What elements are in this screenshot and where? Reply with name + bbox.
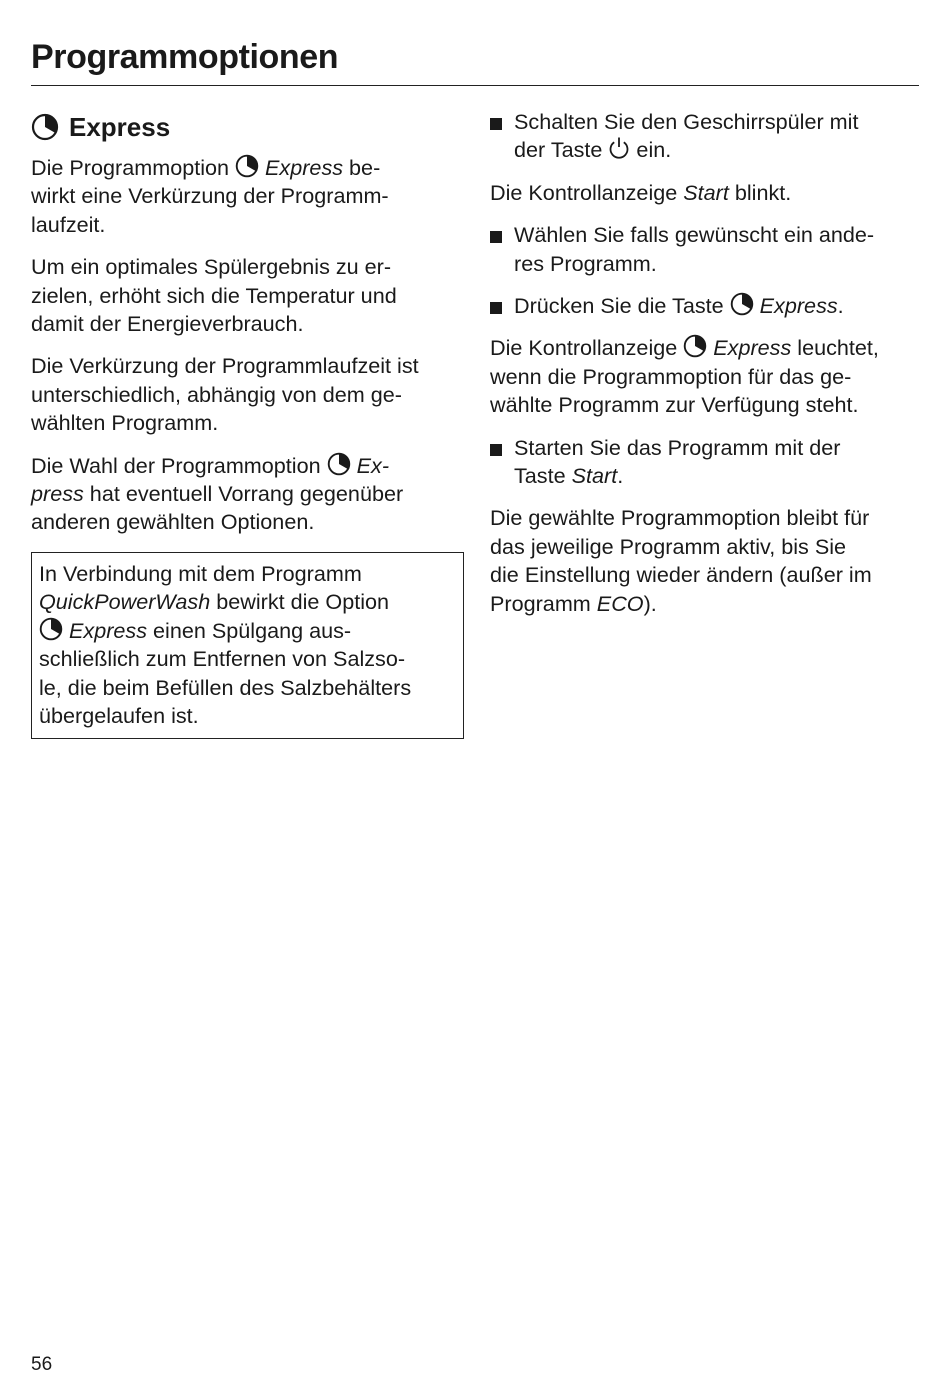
note-box xyxy=(31,552,464,739)
paragraph-temperature xyxy=(31,253,464,338)
right-column xyxy=(490,108,922,632)
text: leuchtet, xyxy=(791,335,879,361)
step-press-express xyxy=(490,292,922,320)
text: hat eventuell Vorrang gegenüber xyxy=(83,481,404,507)
paragraph-priority xyxy=(31,452,464,537)
text: res Programm. xyxy=(514,250,657,276)
title-divider xyxy=(31,85,919,86)
text: wenn die Programmoption für das ge- xyxy=(490,363,852,389)
text: Programm xyxy=(490,590,597,616)
text: wählte Programm zur Verfügung steht. xyxy=(490,392,859,418)
text: wählten Programm. xyxy=(31,410,219,436)
text: blinkt. xyxy=(728,179,792,205)
emphasis: Express xyxy=(713,335,792,361)
section-title: Express xyxy=(69,112,171,142)
power-icon xyxy=(608,136,630,160)
page-title: Programmoptionen xyxy=(31,38,339,76)
text: anderen gewählten Optionen. xyxy=(31,509,315,535)
express-clock-icon xyxy=(327,452,351,476)
left-column xyxy=(31,108,464,739)
text: die Einstellung wieder ändern (außer im xyxy=(490,562,872,588)
text: Die gewählte Programmoption bleibt für xyxy=(490,505,870,531)
text: das jeweilige Programm aktiv, bis Sie xyxy=(490,533,847,559)
text: Schalten Sie den Geschirrspüler mit xyxy=(514,109,859,134)
text: Taste xyxy=(514,463,572,489)
text: damit der Energieverbrauch. xyxy=(31,311,304,337)
text: ). xyxy=(643,590,657,616)
step-start-program xyxy=(490,434,922,491)
text: . xyxy=(617,463,624,489)
step-list xyxy=(490,292,922,320)
text: ein. xyxy=(630,137,672,163)
note-text xyxy=(39,560,456,730)
express-clock-icon xyxy=(683,334,707,358)
express-clock-icon xyxy=(730,292,754,316)
emphasis: Express xyxy=(69,617,148,643)
text: unterschiedlich, abhängig von dem ge- xyxy=(31,381,402,407)
emphasis: QuickPowerWash xyxy=(39,589,211,615)
emphasis: Start xyxy=(571,463,618,489)
step-switch-on xyxy=(490,108,922,165)
step-list xyxy=(490,434,922,491)
page-number: 56 xyxy=(31,1354,53,1375)
text: einen Spülgang aus- xyxy=(147,617,352,643)
step-list xyxy=(490,221,922,278)
express-clock-icon xyxy=(39,617,63,641)
text: In Verbindung mit dem Programm xyxy=(39,560,362,586)
text: Starten Sie das Programm mit der xyxy=(514,434,841,460)
text: Die Verkürzung der Programmlaufzeit ist xyxy=(31,353,419,379)
emphasis: ECO xyxy=(596,590,644,616)
text: übergelaufen ist. xyxy=(39,702,199,728)
text: Die Kontrollanzeige xyxy=(490,179,684,205)
text: laufzeit. xyxy=(31,211,106,237)
express-clock-icon xyxy=(31,113,59,141)
paragraph-start-blinks xyxy=(490,179,922,207)
text: Die Wahl der Programmoption xyxy=(31,452,327,478)
text: zielen, erhöht sich die Temperatur und xyxy=(31,282,397,308)
express-clock-icon xyxy=(235,154,259,178)
text: Drücken Sie die Taste xyxy=(514,293,730,319)
emphasis: press xyxy=(31,481,84,507)
step-list xyxy=(490,108,922,165)
text: Die Programmoption xyxy=(31,155,236,180)
emphasis: Ex- xyxy=(356,452,390,478)
text: schließlich zum Entfernen von Salzso- xyxy=(39,646,406,672)
emphasis: Start xyxy=(683,179,729,205)
emphasis: Express xyxy=(265,155,344,180)
text: . xyxy=(837,293,844,319)
section-heading xyxy=(31,108,464,146)
paragraph-express-lights xyxy=(490,334,922,419)
text: wirkt eine Verkürzung der Programm- xyxy=(31,183,389,209)
text: bewirkt die Option xyxy=(210,589,390,615)
text: Um ein optimales Spülergebnis zu er- xyxy=(31,254,392,280)
text: der Taste xyxy=(514,137,609,163)
paragraph-express-intro xyxy=(31,154,464,239)
text: Die Kontrollanzeige xyxy=(490,335,684,361)
text: be- xyxy=(343,155,381,180)
emphasis: Express xyxy=(759,293,838,319)
text: le, die beim Befüllen des Salzbehälters xyxy=(39,674,412,700)
text: Wählen Sie falls gewünscht ein ande- xyxy=(514,222,875,248)
step-select-program xyxy=(490,221,922,278)
paragraph-runtime xyxy=(31,352,464,437)
paragraph-option-stays xyxy=(490,504,922,618)
